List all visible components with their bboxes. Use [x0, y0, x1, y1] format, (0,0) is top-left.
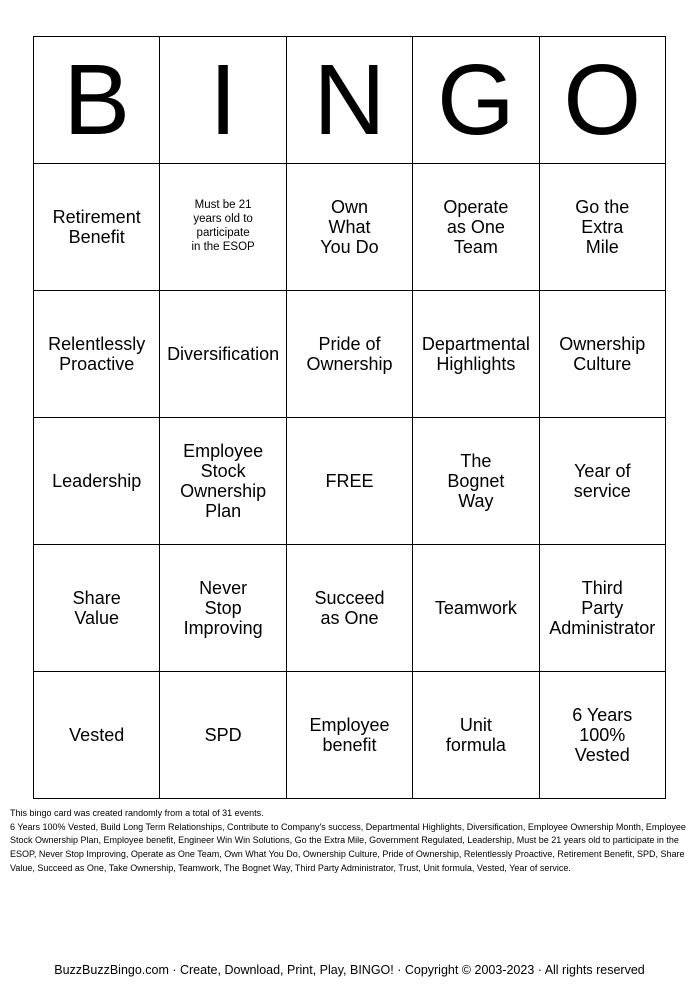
bingo-cell — [34, 545, 160, 672]
bingo-row — [34, 164, 666, 291]
bingo-cell — [160, 291, 286, 418]
cell-text: Departmental Highlights — [421, 333, 530, 374]
footer-copyright: BuzzBuzzBingo.com · Create, Download, Print, Play, BINGO! · Copyright © 2003-2023 · All rights reserved — [54, 963, 645, 977]
bingo-cell — [539, 672, 665, 799]
bingo-card — [33, 36, 666, 799]
bingo-cell — [34, 291, 160, 418]
cell-text: Employee Stock Ownership Plan — [180, 440, 267, 522]
bingo-row — [34, 672, 666, 799]
cell-text: Succeed as One — [314, 587, 385, 628]
cell-text: Vested — [69, 724, 125, 745]
cell-text: 6 Years 100% Vested — [572, 704, 633, 766]
bingo-cell — [413, 418, 539, 545]
bingo-row — [34, 291, 666, 418]
cell-text: Relentlessly Proactive — [48, 333, 146, 374]
bingo-cell — [160, 545, 286, 672]
header-letter-o: O — [539, 37, 665, 164]
cell-text: Retirement Benefit — [52, 206, 141, 247]
bingo-cell — [286, 164, 412, 291]
bingo-cell — [413, 672, 539, 799]
card-info-summary: This bingo card was created randomly from a total of 31 events. — [10, 808, 264, 818]
bingo-cell — [286, 672, 412, 799]
cell-text: Employee benefit — [309, 714, 390, 755]
cell-text: Operate as One Team — [443, 196, 509, 258]
bingo-cell — [413, 164, 539, 291]
header-letter-n: N — [286, 37, 412, 164]
bingo-cell — [286, 545, 412, 672]
cell-text: Year of service — [573, 460, 631, 501]
cell-text: Own What You Do — [320, 196, 379, 258]
card-info-events: 6 Years 100% Vested, Build Long Term Relationships, Contribute to Company's success, Departmental Highlights, Diversification, Employee Ownership Month, Employee Stock Ownership Plan, Employee benefit, Engineer Win Win Solutions, Go the Extra Mile, Government Regulated, Leadership, Must be 21 years old to participate in the ESOP, Never Stop Improving, Operate as One Team, Own What You Do, Ownership Culture, Pride of Ownership, Relentlessly Proactive, Retirement Benefit, SPD, Share Value, Succeed as One, Take Ownership, Teamwork, The Bognet Way, Third Party Administrator, Trust, Unit formula, Vested, Year of service. — [10, 821, 686, 873]
bingo-cell — [539, 164, 665, 291]
cell-text: Share Value — [72, 587, 121, 628]
bingo-cell — [539, 545, 665, 672]
cell-text: SPD — [204, 724, 242, 745]
cell-text: Never Stop Improving — [183, 577, 263, 639]
bingo-cell — [413, 545, 539, 672]
cell-text: Must be 21 years old to participate in the ESOP — [191, 199, 255, 253]
bingo-cell — [539, 291, 665, 418]
header-letter-g: G — [413, 37, 539, 164]
bingo-cell — [34, 672, 160, 799]
bingo-header-row — [34, 37, 666, 164]
bingo-row — [34, 418, 666, 545]
cell-text: FREE — [325, 470, 374, 491]
bingo-cell — [286, 291, 412, 418]
bingo-cell — [539, 418, 665, 545]
cell-text: Go the Extra Mile — [575, 196, 630, 258]
free-space-cell — [286, 418, 412, 545]
cell-text: Ownership Culture — [559, 333, 646, 374]
cell-text: Third Party Administrator — [549, 577, 656, 639]
bingo-cell — [34, 164, 160, 291]
bingo-cell — [160, 672, 286, 799]
cell-text: The Bognet Way — [447, 450, 505, 512]
card-info — [10, 807, 690, 875]
bingo-cell — [160, 418, 286, 545]
bingo-cell — [413, 291, 539, 418]
cell-text: Unit formula — [445, 714, 506, 755]
bingo-row — [34, 545, 666, 672]
cell-text: Leadership — [52, 470, 142, 491]
cell-text: Pride of Ownership — [306, 333, 393, 374]
cell-text: Diversification — [167, 343, 280, 364]
bingo-cell — [160, 164, 286, 291]
cell-text: Teamwork — [434, 597, 517, 618]
bingo-cell — [34, 418, 160, 545]
header-letter-i: I — [160, 37, 286, 164]
header-letter-b: B — [34, 37, 160, 164]
